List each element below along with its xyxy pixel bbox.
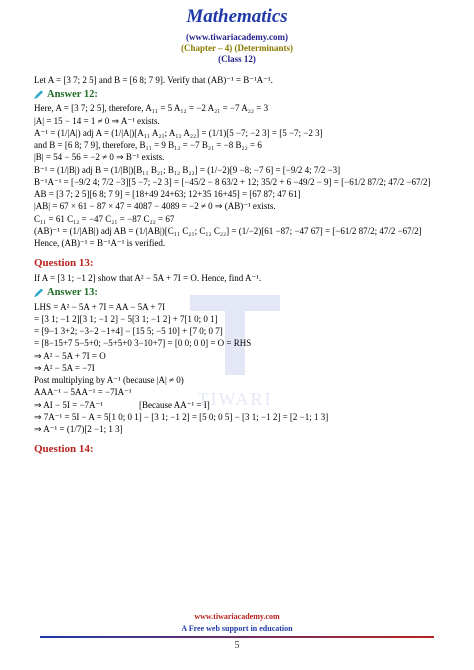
answer-12-heading: [34, 88, 444, 101]
math-line: ⇒ A² − 5A = −7I: [34, 362, 95, 373]
math-line: ⇒ AI − 5I = −7A⁻¹ [Because AA⁻¹ = I]: [34, 399, 210, 410]
document-body: [34, 74, 444, 459]
footer-divider: [40, 636, 434, 638]
math-line: C₁₁ = 61 C₁₂ = −47 C₂₁ = −87 C₂₂ = 67: [34, 213, 175, 224]
question-14-heading: Question 14:: [34, 443, 94, 456]
class-label: (Class 12): [218, 54, 256, 64]
math-line: ⇒ A² − 5A + 7I = O: [34, 350, 106, 361]
math-line: |A| = 15 − 14 = 1 ≠ 0 ⇒ A⁻¹ exists.: [34, 115, 160, 126]
math-line: AB = [3 7; 2 5][6 8; 7 9] = [18+49 24+63; 12+35 16+45] = [67 87; 47 61]: [34, 189, 301, 200]
page-title: Mathematics: [186, 6, 288, 27]
math-line: = [8−15+7 5−5+0; −5+5+0 3−10+7] = [0 0; 0 0] = O = RHS: [34, 338, 252, 349]
question-13-statement: If A = [3 1; −1 2] show that A² − 5A + 7I = O. Hence, find A⁻¹.: [34, 273, 262, 284]
math-line: Post multiplying by A⁻¹ (because |A| ≠ 0): [34, 375, 184, 385]
math-line: ⇒ 7A⁻¹ = 5I − A = 5[1 0; 0 1] − [3 1; −1 2] = [5 0; 0 5] − [3 1; −1 2] = [2 −1; 1 3]: [34, 411, 329, 422]
pen-icon: [34, 90, 43, 99]
math-line: B⁻¹A⁻¹ = [−9/2 4; 7/2 −3][5 −7; −2 3] = [−45/2 − 8 63/2 + 12; 35/2 + 6 −49/2 − 9] = [−61/2 87/2; 47/2 −67/2]: [34, 176, 431, 187]
math-line: AAA⁻¹ − 5AA⁻¹ = −7IA⁻¹: [34, 387, 132, 398]
answer-13-label: Answer 13:: [47, 287, 98, 299]
math-line: LHS = A² − 5A + 7I = AA − 5A + 7I: [34, 301, 166, 312]
chapter-label: (Chapter – 4) (Determinants): [180, 43, 294, 53]
math-line: and B = [6 8; 7 9], therefore, B₁₁ = 9 B₁₂ = −7 B₂₁ = −8 B₂₂ = 6: [34, 140, 262, 151]
math-line: = [9−1 3+2; −3−2 −1+4] − [15 5; −5 10] + [7 0; 0 7]: [34, 326, 223, 336]
math-line: Hence, (AB)⁻¹ = B⁻¹A⁻¹ is verified.: [34, 238, 166, 249]
footer-site: www.tiwariacademy.com: [194, 612, 280, 621]
question-12-statement: Let A = [3 7; 2 5] and B = [6 8; 7 9]. Verify that (AB)⁻¹ = B⁻¹A⁻¹.: [34, 75, 273, 85]
page-number: 5: [234, 640, 240, 651]
pen-icon: [34, 288, 43, 297]
math-line: A⁻¹ = (1/|A|) adj A = (1/|A|)[A₁₁ A₂₁; A₁₂ A₂₂] = (1/1)[5 −7; −2 3] = [5 −7; −2 3]: [34, 127, 323, 138]
answer-12-label: Answer 12:: [47, 89, 98, 101]
math-line: ⇒ A⁻¹ = (1/7)[2 −1; 1 3]: [34, 424, 123, 434]
site-url: (www.tiwariacademy.com): [186, 32, 288, 42]
math-line: (AB)⁻¹ = (1/|AB|) adj AB = (1/|AB|)[C₁₁ C₂₁; C₁₂ C₂₂] = (1/−2)[61 −87; −47 67] = [−61/2 87/2; 47/2 −67/2]: [34, 225, 422, 236]
footer-tagline: A Free web support in education: [181, 624, 293, 633]
math-line: B⁻¹ = (1/|B|) adj B = (1/|B|)[B₁₁ B₂₁; B₁₂ B₂₂] = (1/−2)[9 −8; −7 6] = [−9/2 4; 7/2 −3]: [34, 164, 341, 175]
math-line: |B| = 54 − 56 = −2 ≠ 0 ⇒ B⁻¹ exists.: [34, 152, 165, 163]
question-13-heading: Question 13:: [34, 257, 94, 270]
math-line: Here, A = [3 7; 2 5], therefore, A₁₁ = 5 A₁₂ = −2 A₂₁ = −7 A₂₂ = 3: [34, 103, 269, 114]
math-line: = [3 1; −1 2][3 1; −1 2] − 5[3 1; −1 2] + 7[1 0; 0 1]: [34, 313, 218, 324]
answer-13-heading: [34, 286, 444, 299]
math-line: |AB| = 67 × 61 − 87 × 47 = 4087 − 4089 = −2 ≠ 0 ⇒ (AB)⁻¹ exists.: [34, 201, 276, 212]
watermark-text: TIWARI: [197, 389, 273, 409]
